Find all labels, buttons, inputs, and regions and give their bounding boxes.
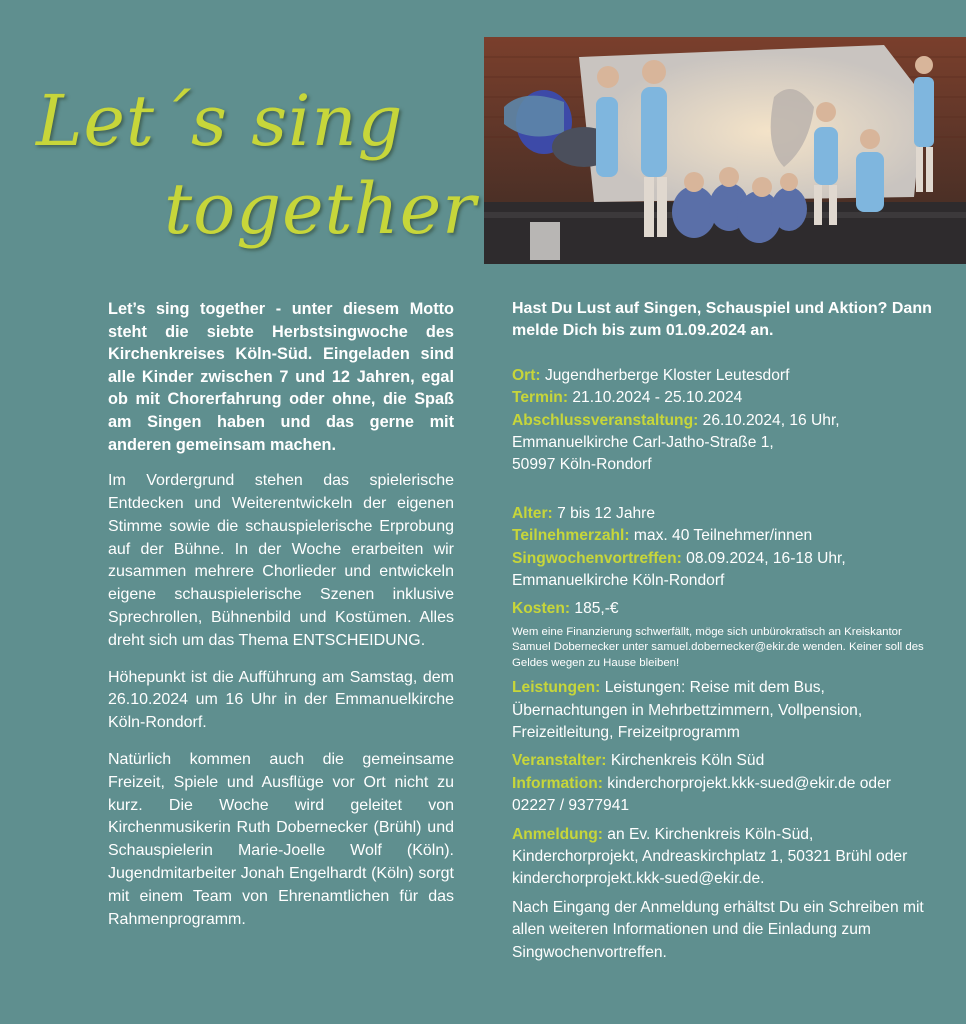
alter-label: Alter:: [512, 504, 553, 522]
information-row: [512, 773, 932, 818]
vortreffen-row: [512, 548, 932, 570]
anmeldung-label: Anmeldung:: [512, 825, 603, 843]
headline-line-1: Let´s sing: [36, 80, 404, 162]
teilnehmer-value: max. 40 Teilnehmer/innen: [633, 527, 813, 545]
spacer: [512, 477, 932, 503]
alter-value: 7 bis 12 Jahre: [557, 504, 656, 522]
vortreffen-value: 08.09.2024, 16-18 Uhr,: [686, 549, 846, 567]
kosten-label: Kosten:: [512, 600, 571, 618]
veranstalter-label: Veranstalter:: [512, 752, 607, 770]
vortreffen-place: Emmanuelkirche Köln-Rondorf: [512, 572, 725, 590]
leistungen-value: Leistungen: Reise mit dem Bus, Übernachtungen in Mehrbettzimmern, Vollpension, Freizeitleitung, Freizeitprogramm: [512, 679, 863, 741]
stage-photo: [484, 37, 966, 264]
left-column: [108, 298, 454, 945]
abschluss-address-2: 50997 Köln-Rondorf: [512, 456, 652, 474]
vortreffen-label: Singwochenvortreffen:: [512, 549, 682, 567]
abschluss-row: [512, 410, 932, 432]
paragraph-1: Im Vordergrund stehen das spielerische Entdecken und Weiterentwickeln der eigenen Stimme sowie die schauspielerische Erprobung auf der Bühne. In der Woche erarbeiten wir zusammen mehrere Chorlieder und entwickeln eigene schauspielerische Szenen inklusive Sprechrollen, Bühnenbild und Kostümen. Alles dreht sich um das Thema ENTSCHEIDUNG.: [108, 472, 454, 649]
leistungen-row: [512, 677, 932, 744]
information-label: Information:: [512, 774, 603, 792]
termin-label: Termin:: [512, 389, 569, 407]
closing-note: Nach Eingang der Anmeldung erhältst Du ein Schreiben mit allen weiteren Informationen und die Einladung zum Singwochenvortreffen.: [512, 898, 924, 961]
ort-row: [512, 365, 932, 387]
kosten-row: [512, 598, 932, 620]
ort-value: Jugendherberge Kloster Leutesdorf: [544, 366, 790, 384]
abschluss-value: 26.10.2024, 16 Uhr,: [702, 411, 840, 429]
stage-photo-illustration: [484, 37, 966, 264]
anmeldung-value: an Ev. Kirchenkreis Köln-Süd, Kinderchorprojekt, Andreaskirchplatz 1, 50321 Brühl oder kinderchorprojekt.kkk-sued@ekir.de.: [512, 825, 908, 888]
right-column: [512, 298, 932, 964]
call-to-action: Hast Du Lust auf Singen, Schauspiel und Aktion? Dann melde Dich bis zum 01.09.2024 an.: [512, 300, 932, 340]
abschluss-address-1: Emmanuelkirche Carl-Jatho-Straße 1,: [512, 434, 774, 452]
headline-line-2: together: [164, 168, 477, 250]
termin-value: 21.10.2024 - 25.10.2024: [572, 389, 743, 407]
anmeldung-row: [512, 824, 932, 891]
teilnehmer-label: Teilnehmerzahl:: [512, 527, 630, 545]
finanzierung-note: Wem eine Finanzierung schwerfällt, möge sich unbürokratisch an Kreiskantor Samuel Dobernecker unter samuel.dobernecker@ekir.de wenden. Keiner soll des Geldes wegen zu Hause bleiben!: [512, 625, 924, 669]
kosten-value: 185,-€: [574, 600, 619, 618]
teilnehmer-row: [512, 525, 932, 547]
leistungen-label: Leistungen:: [512, 679, 601, 697]
veranstalter-value: Kirchenkreis Köln Süd: [610, 752, 765, 770]
ort-label: Ort:: [512, 366, 541, 384]
alter-row: [512, 503, 932, 525]
lead-paragraph: Let’s sing together - unter diesem Motto steht die siebte Herbstsingwoche des Kirchenkreises Köln-Süd. Eingeladen sind alle Kinder zwischen 7 und 12 Jahren, egal ob mit Chorerfahrung oder ohne, die Spaß am Singen haben und das gerne mit anderen gemeinsam machen.: [108, 300, 454, 454]
paragraph-2: Höhepunkt ist die Aufführung am Samstag, dem 26.10.2024 um 16 Uhr in der Emmanuelkirche Köln-Rondorf.: [108, 668, 454, 732]
abschluss-label: Abschlussveranstaltung:: [512, 411, 699, 429]
veranstalter-row: [512, 750, 932, 772]
information-value: kinderchorprojekt.kkk-sued@ekir.de oder 02227 / 9377941: [512, 774, 891, 815]
headline: [36, 80, 476, 260]
termin-row: [512, 387, 932, 409]
paragraph-3: Natürlich kommen auch die gemeinsame Freizeit, Spiele und Ausflüge vor Ort nicht zu kurz. Die Woche wird geleitet von Kirchenmusikerin Ruth Dobernecker (Brühl) und Schauspielerin Marie-Joelle Wolf (Köln). Jugendmitarbeiter Jonah Engelhardt (Köln) sorgt mit einem Team von Ehrenamtlichen für das Rahmenprogramm.: [108, 750, 454, 928]
